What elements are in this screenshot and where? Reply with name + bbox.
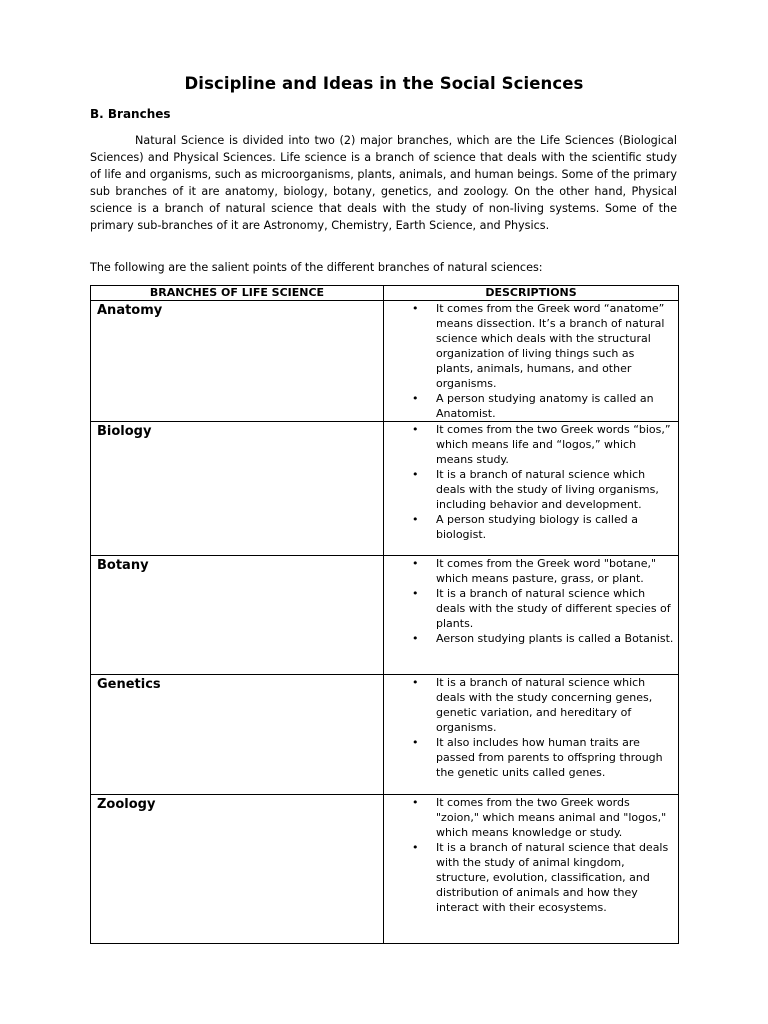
description-point: • It is a branch of natural science which deals with the study of living organisms, including behavior and development.: [436, 467, 674, 512]
description-point: • It comes from the Greek word “anatome” means dissection. It’s a branch of natural science which deals with the structural organization of living things such as plants, animals, humans, and other organisms.: [436, 301, 674, 391]
description-cell: [384, 556, 679, 675]
description-point: • A person studying anatomy is called an Anatomist.: [436, 391, 674, 421]
description-point: • It also includes how human traits are passed from parents to offspring through the genetic units called genes.: [436, 735, 674, 780]
branch-cell: [91, 795, 384, 944]
branch-cell: [91, 301, 384, 422]
description-cell: [384, 675, 679, 795]
description-point: • A person studying biology is called a biologist.: [436, 512, 674, 542]
description-list: [384, 795, 678, 915]
table-header-row: [91, 286, 679, 301]
branch-name: Botany: [97, 558, 149, 573]
description-point: • It comes from the Greek word "botane," which means pasture, grass, or plant.: [436, 556, 674, 586]
table-row-genetics: [91, 675, 679, 795]
description-list: [384, 556, 678, 646]
description-cell: [384, 301, 679, 422]
header-descriptions: DESCRIPTIONS: [384, 286, 679, 301]
table-row-zoology: [91, 795, 679, 944]
description-list: [384, 422, 678, 542]
table-row-anatomy: [91, 301, 679, 422]
branch-name: Zoology: [97, 797, 156, 812]
table-row-botany: [91, 556, 679, 675]
description-point: • It is a branch of natural science that deals with the study of animal kingdom, structure, evolution, classification, and distribution of animals and how they interact with their ecosystems.: [436, 840, 674, 915]
branch-name: Anatomy: [97, 303, 163, 318]
branch-cell: [91, 675, 384, 795]
intro-paragraph: Natural Science is divided into two (2) major branches, which are the Life Sciences (Biological Sciences) and Physical Sciences. Life science is a branch of science that deals with the scientific study of life and organisms, such as microorganisms, plants, animals, and human beings. Some of the primary sub branches of it are anatomy, biology, botany, genetics, and zoology. On the other hand, Physical science is a branch of natural science that deals with the study of non-living systems. Some of the primary sub-branches of it are Astronomy, Chemistry, Earth Science, and Physics.: [90, 134, 677, 232]
description-point: • It comes from the two Greek words “bios,” which means life and “logos,” which means study.: [436, 422, 674, 467]
description-cell: [384, 422, 679, 556]
description-point: • It comes from the two Greek words "zoion," which means animal and "logos," which means knowledge or study.: [436, 795, 674, 840]
description-point: • It is a branch of natural science which deals with the study concerning genes, genetic variation, and hereditary of organisms.: [436, 675, 674, 735]
description-list: [384, 301, 678, 421]
description-cell: [384, 795, 679, 944]
branch-name: Genetics: [97, 677, 161, 692]
section-heading: B. Branches: [90, 107, 171, 121]
branch-cell: [91, 422, 384, 556]
description-point: • Aerson studying plants is called a Botanist.: [436, 631, 674, 646]
branch-cell: [91, 556, 384, 675]
page-title: Discipline and Ideas in the Social Sciences: [184, 74, 584, 93]
description-list: [384, 675, 678, 780]
branch-name: Biology: [97, 424, 152, 439]
branches-table: [90, 285, 679, 944]
lead-sentence: The following are the salient points of the different branches of natural sciences:: [90, 261, 543, 274]
table-row-biology: [91, 422, 679, 556]
description-point: • It is a branch of natural science which deals with the study of different species of plants.: [436, 586, 674, 631]
header-branches: BRANCHES OF LIFE SCIENCE: [91, 286, 384, 301]
